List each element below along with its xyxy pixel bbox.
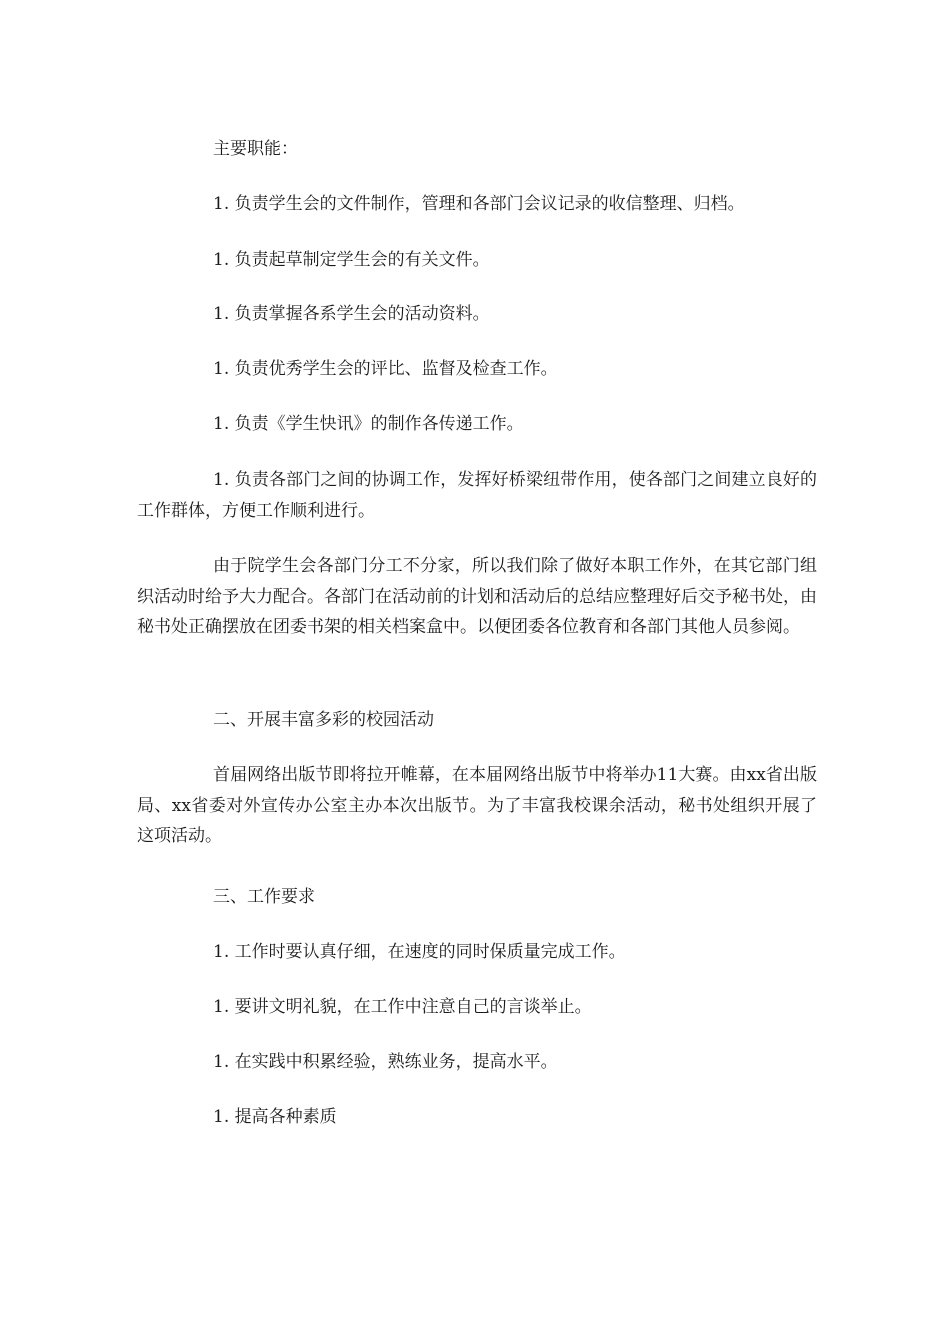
- list-item: 1. 负责《学生快讯》的制作各传递工作。: [213, 414, 524, 434]
- section-heading: 三、工作要求: [213, 887, 315, 907]
- list-item: 1. 要讲文明礼貌，在工作中注意自己的言谈举止。: [213, 997, 592, 1017]
- list-item: 1. 提高各种素质: [213, 1107, 337, 1127]
- body-paragraph: 由于院学生会各部门分工不分家，所以我们除了做好本职工作外，在其它部门组织活动时给予大力配合。各部门在活动前的计划和活动后的总结应整理好后交予秘书处，由秘书处正确摆放在团委书架的相关档案盒中。以便团委各位教育和各部门其他人员参阅。: [137, 556, 817, 637]
- list-item: 1. 负责优秀学生会的评比、监督及检查工作。: [213, 359, 558, 379]
- heading-main-functions: 主要职能：: [213, 139, 298, 159]
- list-item: 1. 负责起草制定学生会的有关文件。: [213, 250, 490, 270]
- list-item: 1. 负责掌握各系学生会的活动资料。: [213, 304, 490, 324]
- section-heading: 二、开展丰富多彩的校园活动: [213, 710, 434, 730]
- list-item: 1. 负责各部门之间的协调工作，发挥好桥梁纽带作用，使各部门之间建立良好的工作群体，方便工作顺利进行。: [137, 470, 817, 521]
- list-item: 1. 负责学生会的文件制作，管理和各部门会议记录的收信整理、归档。: [213, 194, 745, 214]
- list-item: 1. 工作时要认真仔细，在速度的同时保质量完成工作。: [213, 942, 626, 962]
- body-paragraph: 首届网络出版节即将拉开帷幕，在本届网络出版节中将举办11大赛。由xx省出版局、xx省委对外宣传办公室主办本次出版节。为了丰富我校课余活动，秘书处组织开展了这项活动。: [137, 765, 817, 846]
- list-item: 1. 在实践中积累经验，熟练业务，提高水平。: [213, 1052, 558, 1072]
